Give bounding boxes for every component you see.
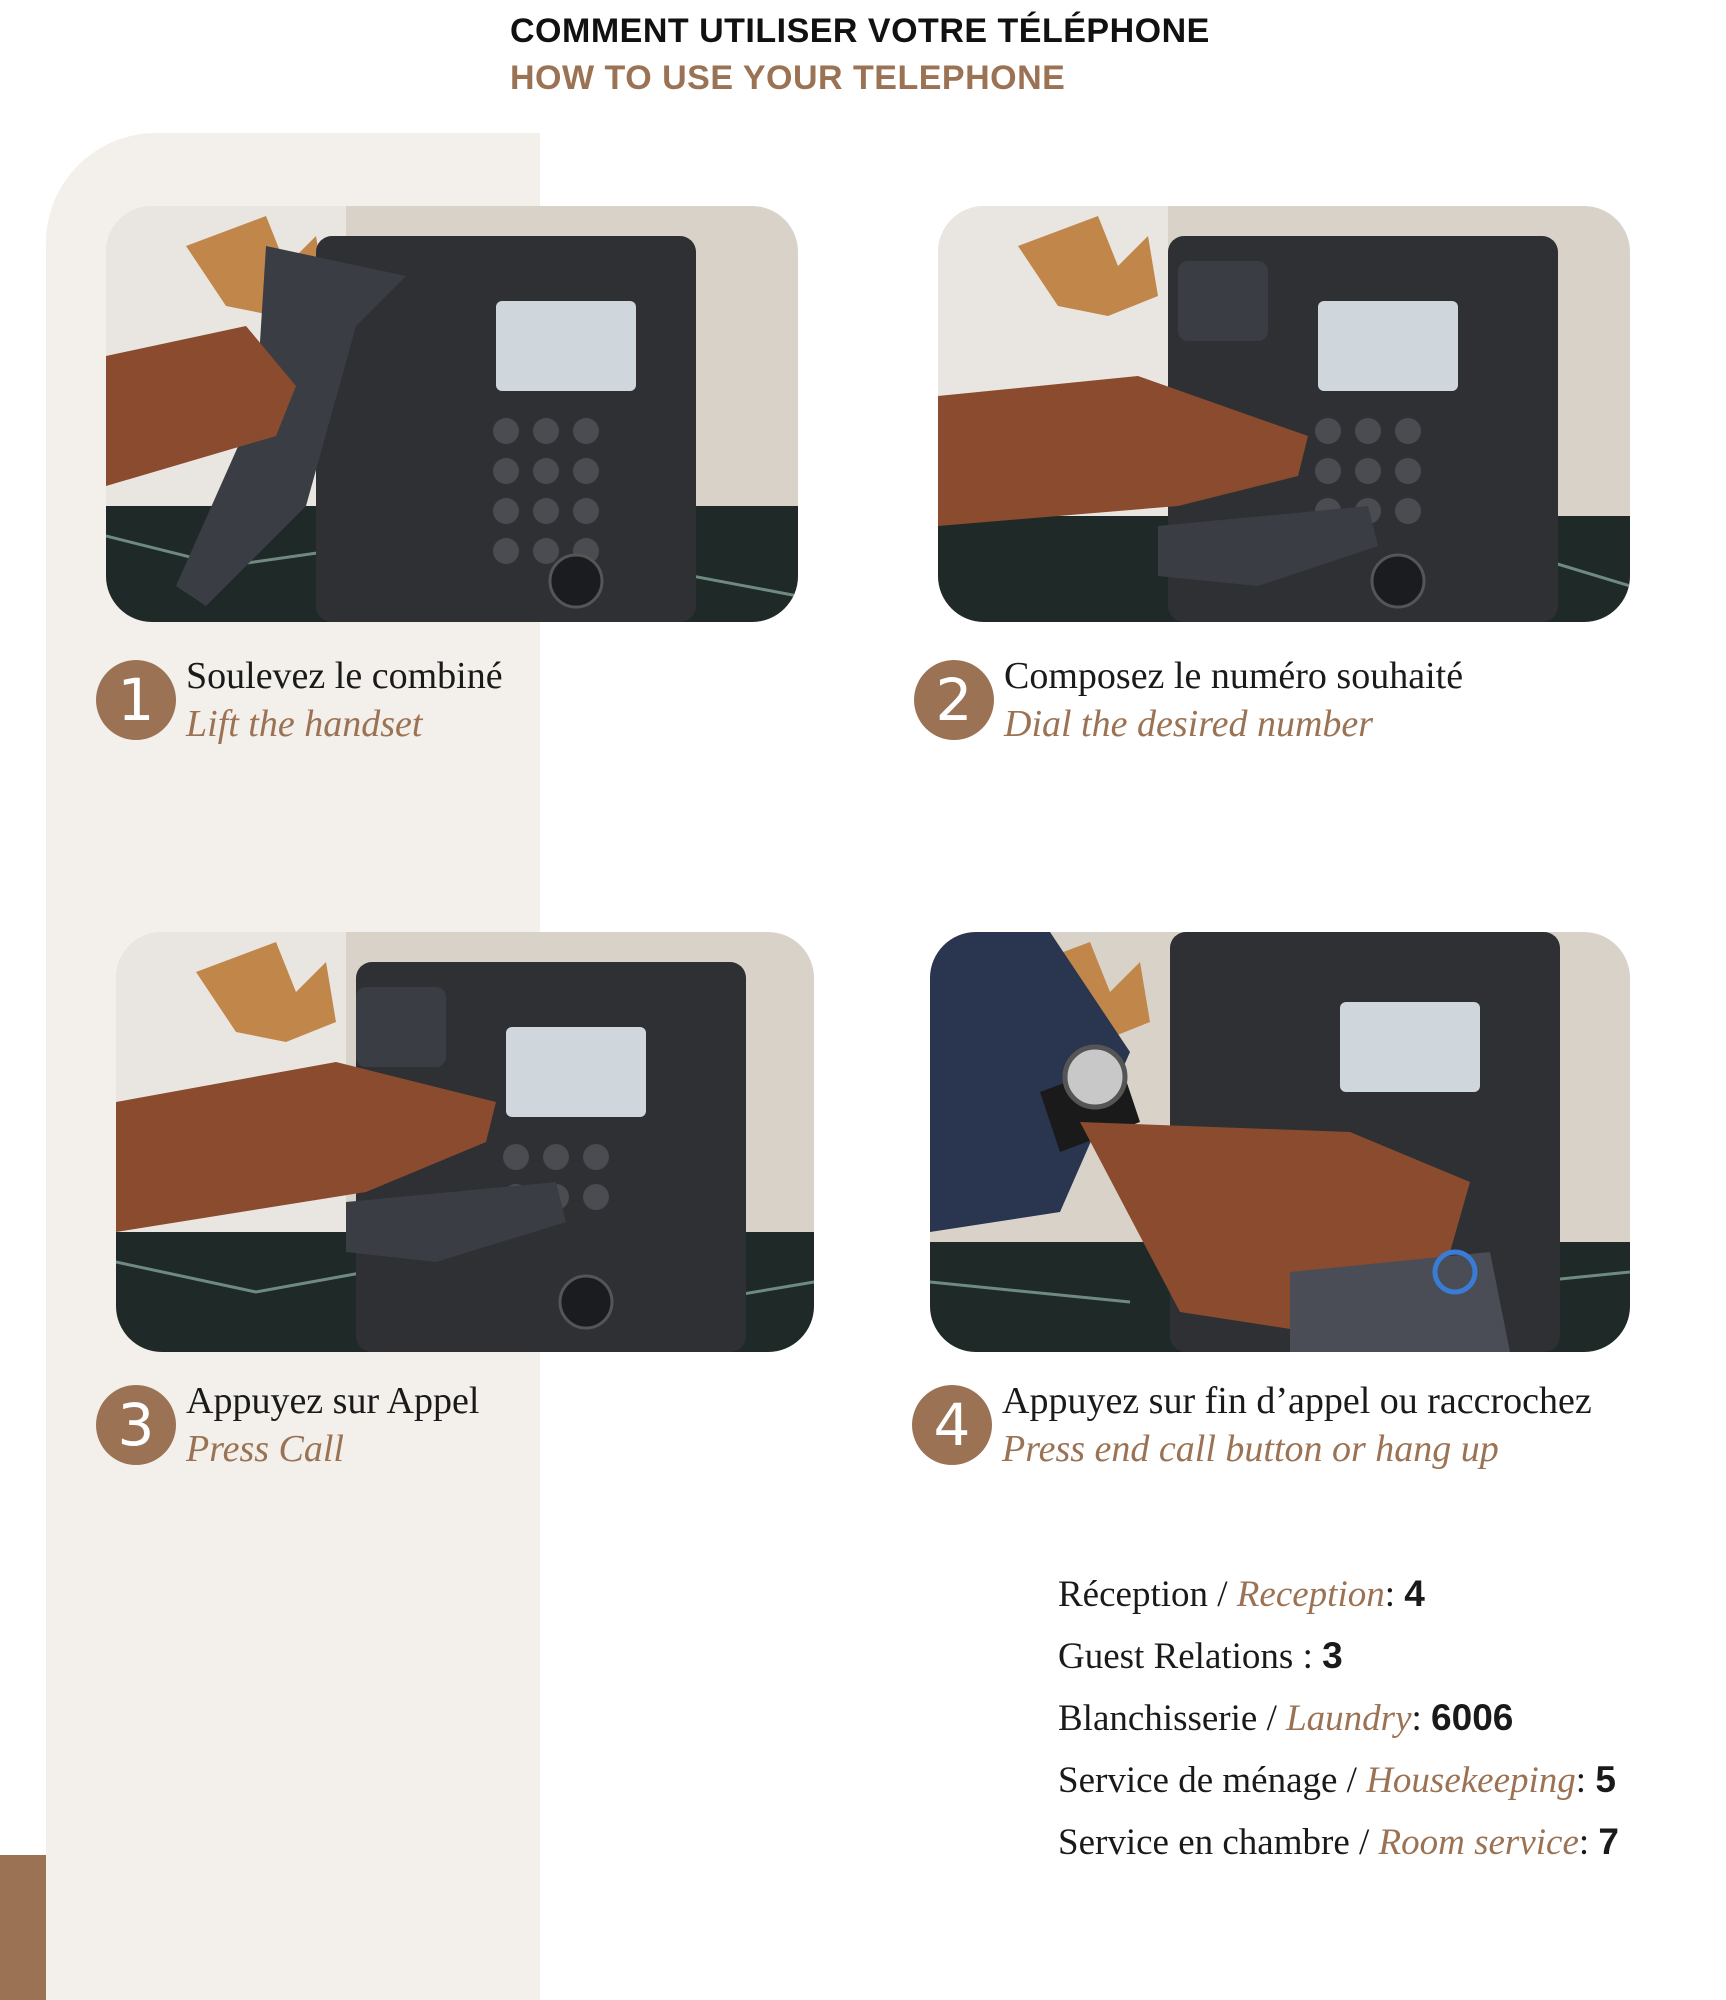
step-number-badge: 1 [96,660,176,740]
contact-label-en: Room service [1378,1822,1579,1863]
page-title-fr: COMMENT UTILISER VOTRE TÉLÉPHONE [510,12,1210,50]
contact-room-service [1058,1811,1619,1873]
contact-label-en: Housekeeping [1366,1760,1576,1801]
step-2-label-en: Dial the desired number [1004,703,1374,745]
contact-laundry [1058,1687,1619,1749]
contact-label-fr: Blanchisserie [1058,1698,1258,1739]
contact-separator: / [1208,1574,1237,1615]
contact-list [1058,1563,1619,1873]
contact-number: 4 [1404,1573,1425,1614]
contact-number: 6006 [1431,1697,1514,1738]
contact-label-en: Reception [1236,1574,1385,1615]
contact-label-fr: Guest Relations [1058,1636,1294,1677]
step-2 [914,652,1463,748]
page-title-en: HOW TO USE YOUR TELEPHONE [510,59,1066,97]
step-4-photo [930,932,1630,1352]
contact-colon: : [1411,1698,1432,1739]
step-2-label-fr: Composez le numéro souhaité [1004,655,1464,697]
contact-guest-relations [1058,1625,1619,1687]
step-2-photo [938,206,1630,622]
contact-separator: / [1337,1760,1367,1801]
contact-colon: : [1384,1574,1405,1615]
step-number-badge: 2 [914,660,994,740]
contact-separator: / [1257,1698,1287,1739]
contact-separator: / [1349,1822,1379,1863]
contact-colon: : [1578,1822,1599,1863]
contact-number: 7 [1598,1821,1619,1862]
contact-label-fr: Service en chambre [1058,1822,1350,1863]
step-3-label-en: Press Call [186,1428,344,1470]
step-1-photo [106,206,798,622]
step-4 [912,1377,1592,1473]
step-3-photo [116,932,814,1352]
step-1-label-fr: Soulevez le combiné [186,655,503,697]
contact-colon: : [1575,1760,1596,1801]
contact-label-fr: Service de ménage [1058,1760,1338,1801]
step-1 [96,652,503,748]
page-header [510,10,1210,104]
contact-label-fr: Réception [1058,1574,1209,1615]
step-number-badge: 4 [912,1385,992,1465]
contact-label-en: Laundry [1286,1698,1412,1739]
contact-number: 3 [1322,1635,1343,1676]
contact-colon: : [1293,1636,1323,1677]
step-3-label-fr: Appuyez sur Appel [186,1380,480,1422]
contact-housekeeping [1058,1749,1619,1811]
step-4-label-en: Press end call button or hang up [1002,1428,1499,1470]
contact-reception [1058,1563,1619,1625]
corner-accent-bar [0,1855,46,2000]
step-number-badge: 3 [96,1385,176,1465]
contact-number: 5 [1595,1759,1616,1800]
step-4-label-fr: Appuyez sur fin d’appel ou raccrochez [1002,1380,1592,1422]
step-3 [96,1377,479,1473]
step-1-label-en: Lift the handset [186,703,423,745]
